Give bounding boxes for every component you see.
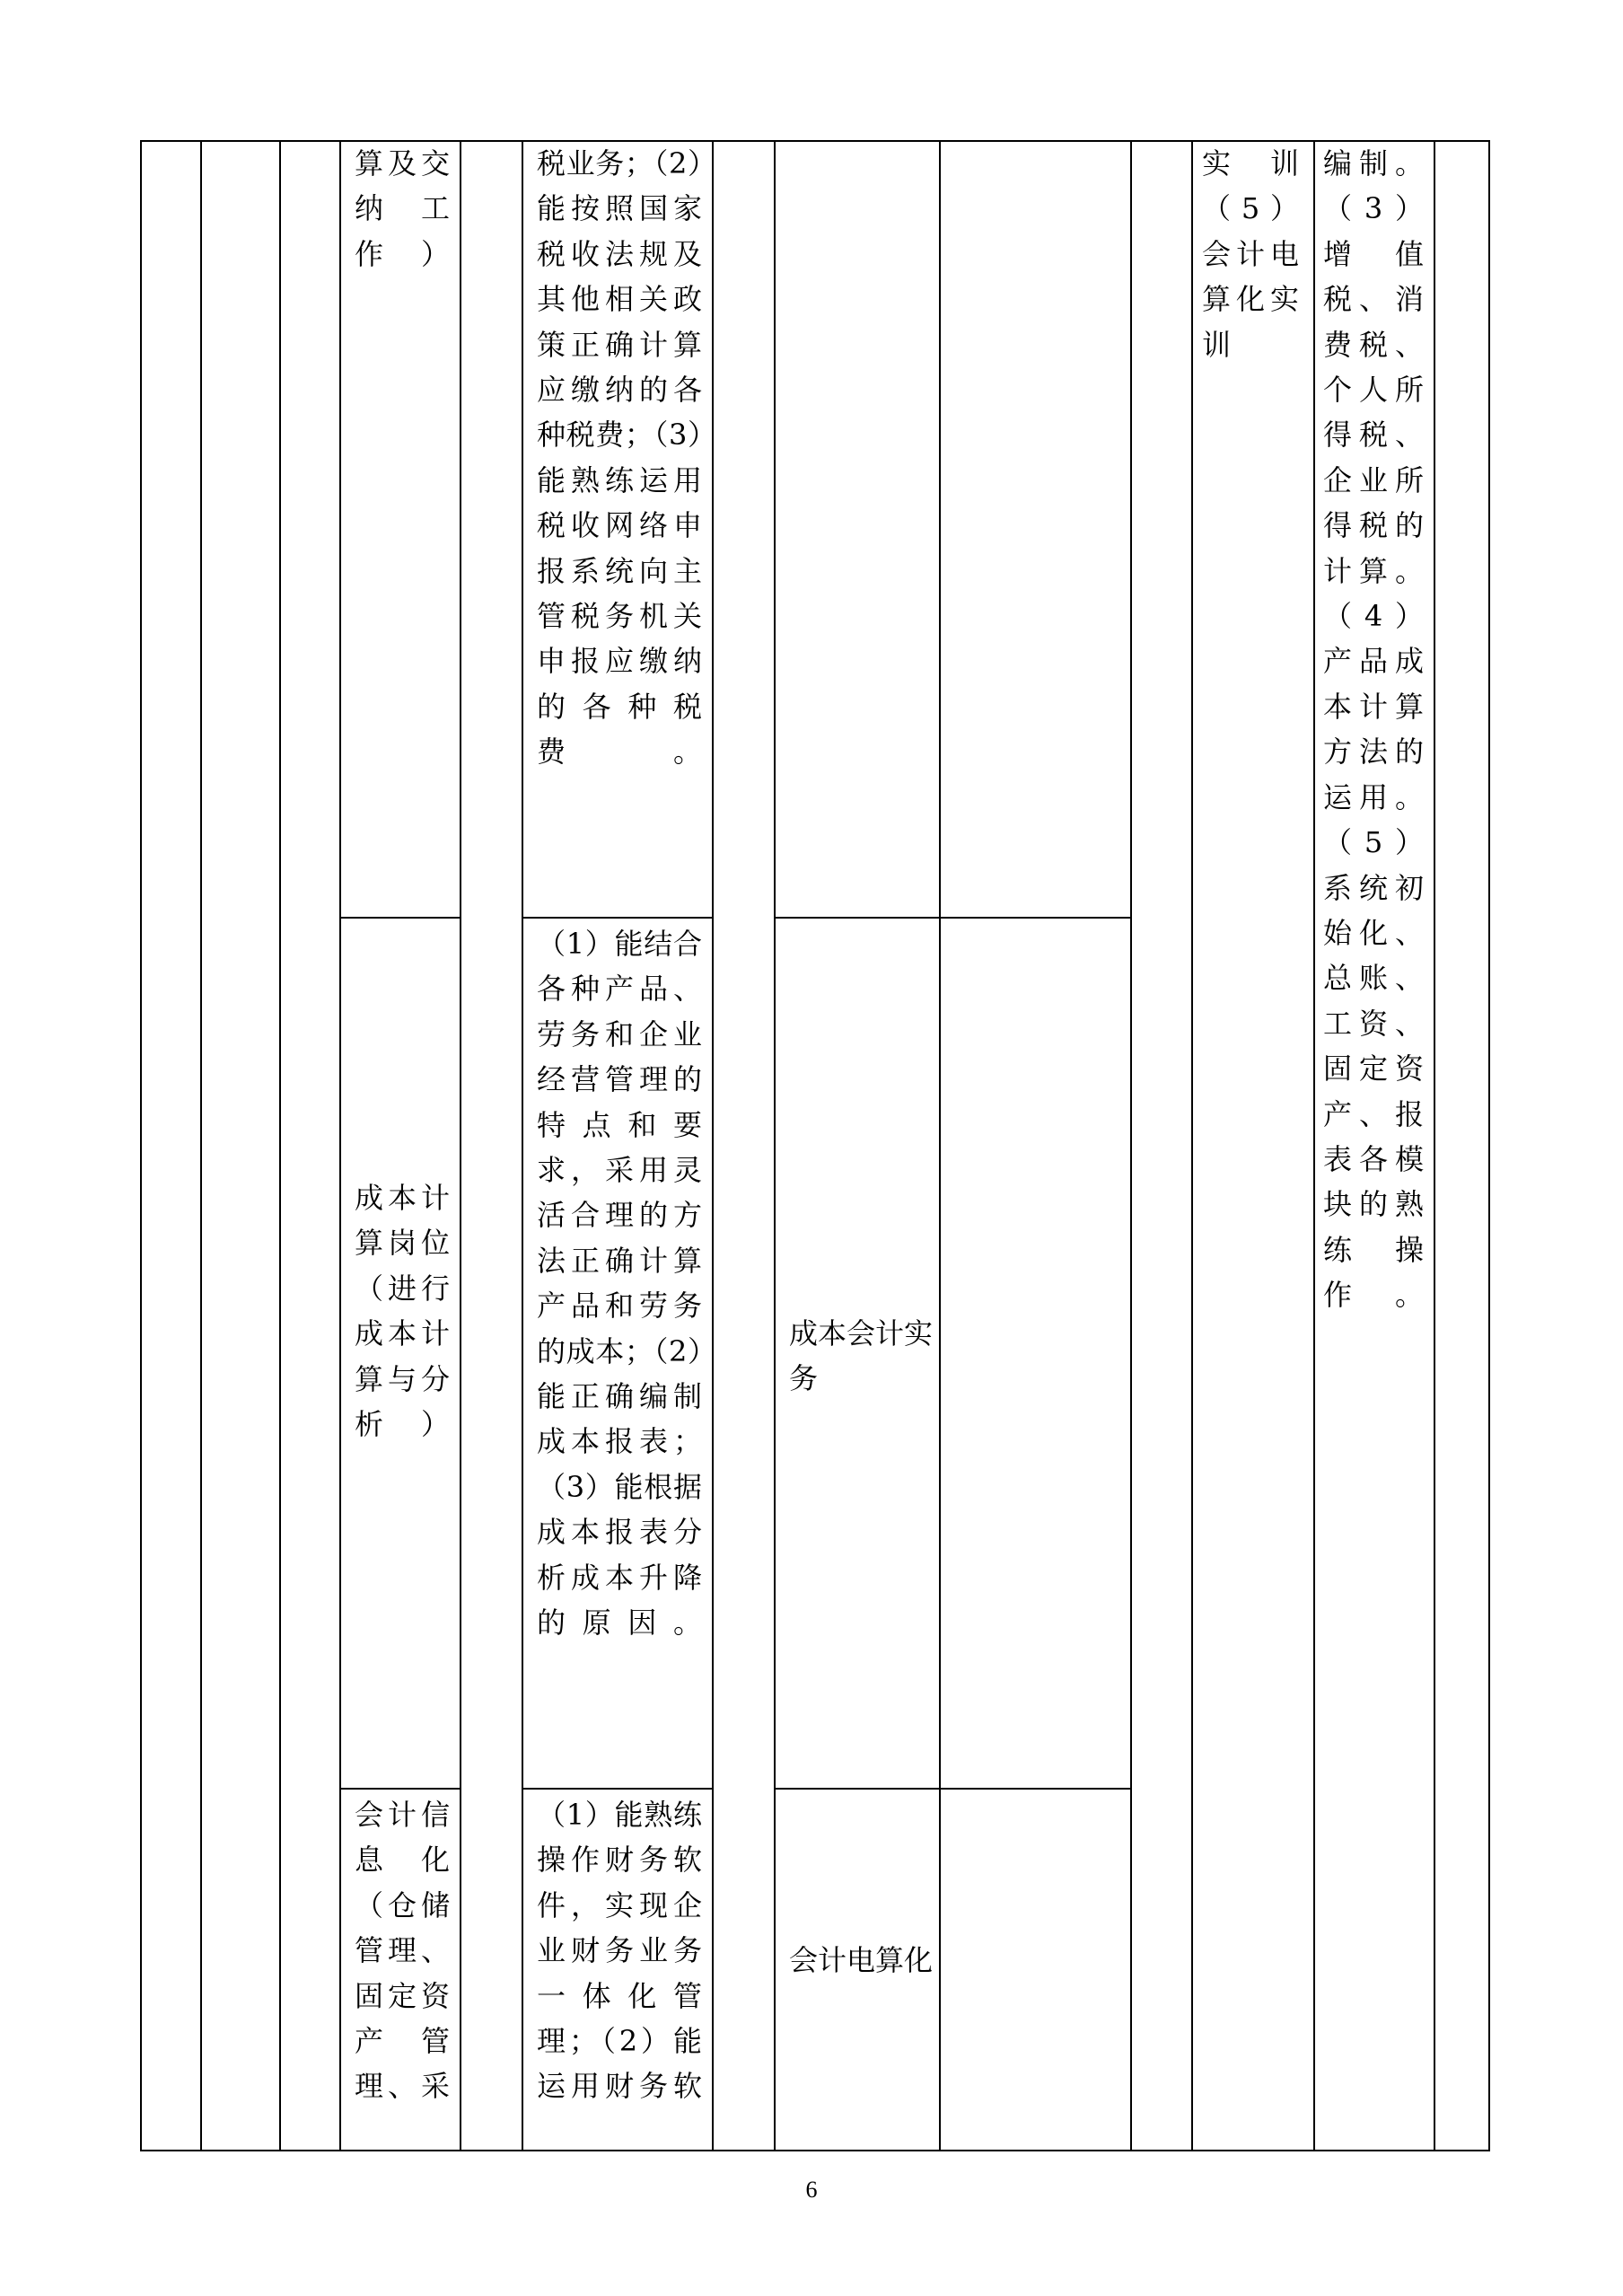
course-cell-cost: 成本会计实务 xyxy=(789,1316,934,1396)
training-cell: 实训（5）会计电算化实训 xyxy=(1202,146,1299,362)
ability-cell-cost: （1）能结合各种产品、劳务和企业经营管理的特点和要求，采用灵活合理的方法正确计算产品和劳务的成本；（2）能正确编制成本报表；（3）能根据成本报表分析成本升降的原因。 xyxy=(537,927,702,1641)
ability-cell-tax: 税业务；（2）能按照国家税收法规及其他相关政策正确计算应缴纳的各种税费；（3）能熟练运用税收网络申报系统向主管税务机关申报应缴纳的各种税费。 xyxy=(537,146,702,770)
ability-cell-it: （1）能熟练操作财务软件，实现企业财务业务一体化管理；（2）能运用财务软 xyxy=(537,1798,702,2104)
content-cell: 编制。（3）增值税、消费税、个人所得税、企业所得税的计算。（4）产品成本计算方法的运用。（5）系统初始化、总账、工资、固定资产、报表各模块的熟练操作。 xyxy=(1323,146,1424,1313)
post-cell-tax: 算及交纳工作） xyxy=(355,146,450,271)
post-cell-cost: 成本计算岗位（进行成本计算与分析） xyxy=(355,1181,450,1442)
page-number: 6 xyxy=(805,2177,818,2203)
course-cell-it: 会计电算化 xyxy=(789,1943,934,1977)
post-cell-it: 会计信息化（仓储管理、固定资产管理、采 xyxy=(355,1798,450,2104)
